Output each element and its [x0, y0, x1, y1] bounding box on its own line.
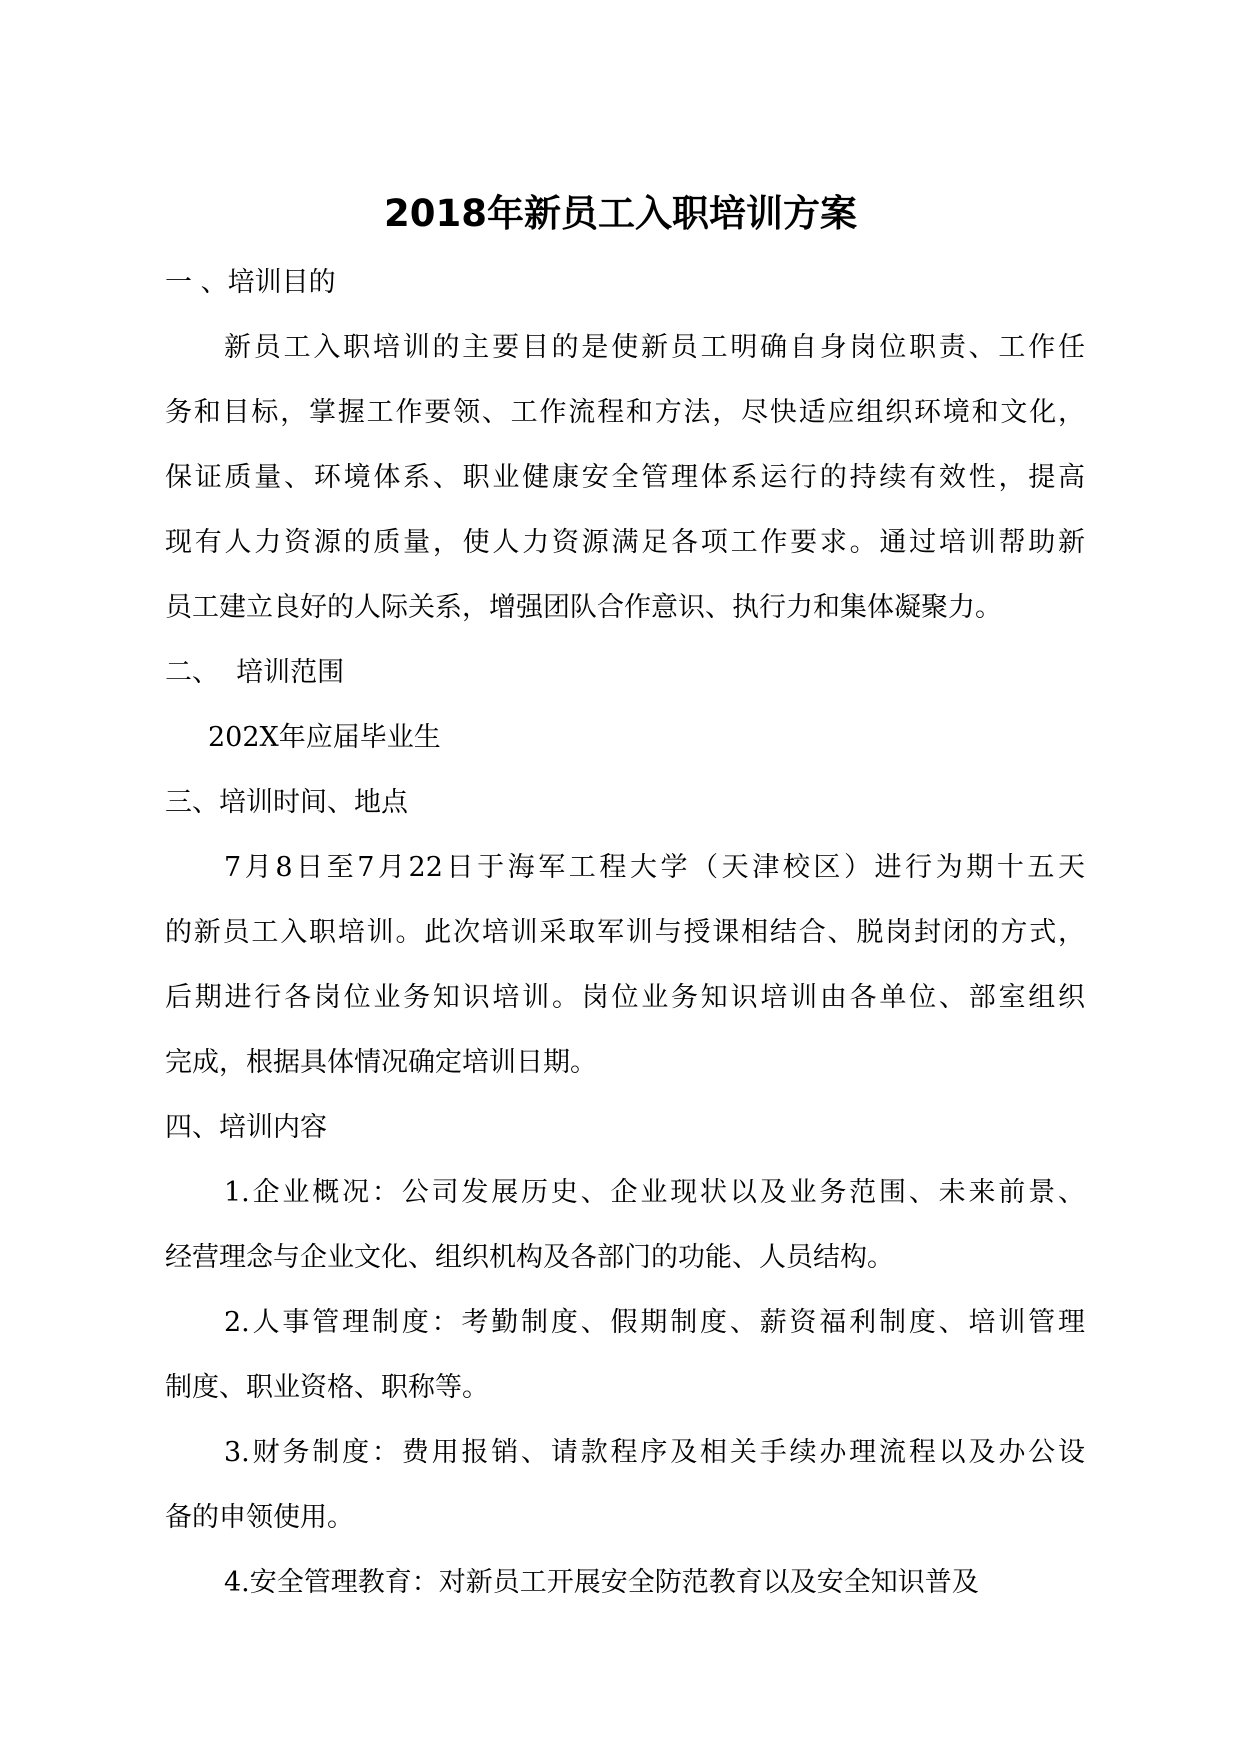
list-item-line: 4.安全管理教育：对新员工开展安全防范教育以及安全知识普及 — [224, 1567, 979, 1598]
list-item-line: 制度、职业资格、职称等。 — [165, 1372, 489, 1403]
paragraph-line: 新员工入职培训的主要目的是使新员工明确自身岗位职责、工作任 — [224, 332, 1085, 363]
section-heading-scope: 二、 培训范围 — [165, 657, 345, 688]
paragraph-line: 的新员工入职培训。此次培训采取军训与授课相结合、脱岗封闭的方式， — [165, 917, 1085, 948]
section-heading-time-place: 三、培训时间、地点 — [165, 787, 408, 818]
paragraph-line: 后期进行各岗位业务知识培训。岗位业务知识培训由各单位、部室组织 — [165, 982, 1085, 1013]
paragraph-line: 202X年应届毕业生 — [208, 722, 441, 753]
paragraph-line: 员工建立良好的人际关系，增强团队合作意识、执行力和集体凝聚力。 — [165, 592, 1002, 623]
paragraph-line: 保证质量、环境体系、职业健康安全管理体系运行的持续有效性，提高 — [165, 462, 1085, 493]
paragraph-line: 务和目标，掌握工作要领、工作流程和方法，尽快适应组织环境和文化， — [165, 397, 1085, 428]
document-body — [165, 250, 1085, 1615]
list-item-line: 3.财务制度：费用报销、请款程序及相关手续办理流程以及办公设 — [224, 1437, 1085, 1468]
section-heading-content: 四、培训内容 — [165, 1112, 327, 1143]
document-title: 2018年新员工入职培训方案 — [384, 192, 857, 235]
list-item-line: 备的申领使用。 — [165, 1502, 354, 1533]
list-item-line: 2.人事管理制度：考勤制度、假期制度、薪资福利制度、培训管理 — [224, 1307, 1085, 1338]
paragraph-line: 完成，根据具体情况确定培训日期。 — [165, 1047, 597, 1078]
paragraph-line: 现有人力资源的质量，使人力资源满足各项工作要求。通过培训帮助新 — [165, 527, 1085, 558]
list-item-line: 1.企业概况：公司发展历史、企业现状以及业务范围、未来前景、 — [224, 1177, 1085, 1208]
section-heading-purpose: 一 、培训目的 — [165, 267, 336, 298]
paragraph-line: 7月8日至7月22日于海军工程大学（天津校区）进行为期十五天 — [224, 852, 1085, 883]
list-item-line: 经营理念与企业文化、组织机构及各部门的功能、人员结构。 — [165, 1242, 894, 1273]
